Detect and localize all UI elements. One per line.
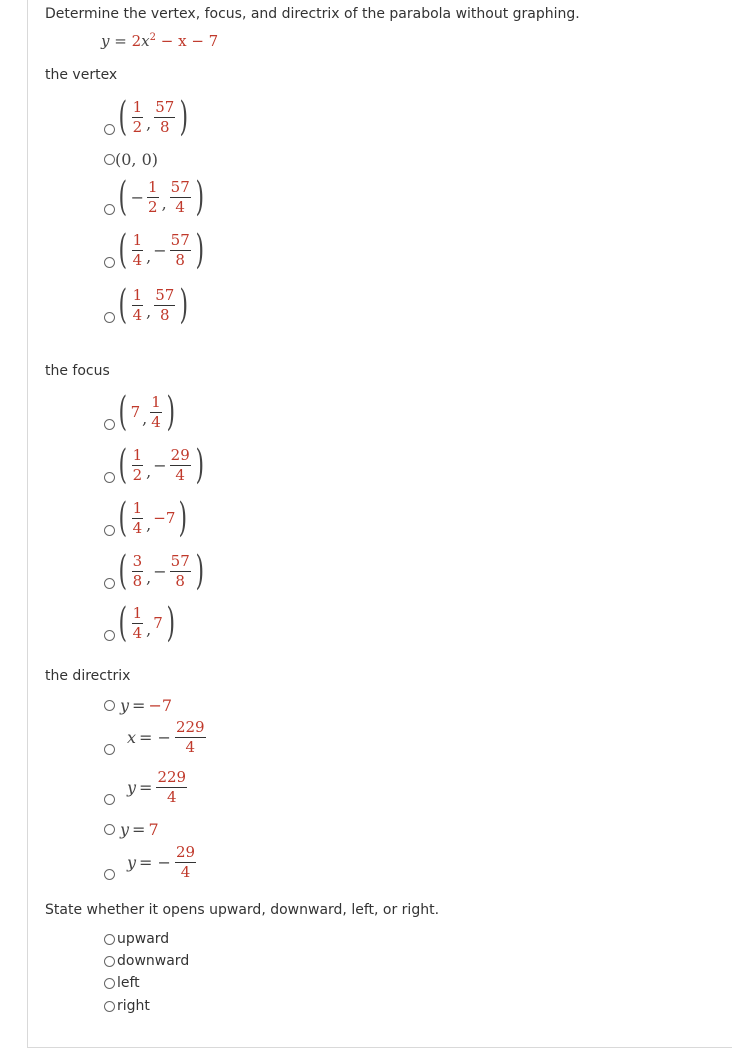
radio-button[interactable] <box>104 794 115 805</box>
comma: , <box>146 620 152 639</box>
fraction-denominator: 8 <box>175 571 185 590</box>
fraction-numerator: 1 <box>132 285 143 304</box>
focus-option[interactable] <box>104 495 191 541</box>
directrix-variable: y <box>120 696 130 715</box>
fraction-numerator: 1 <box>132 230 143 249</box>
comma: , <box>146 568 152 587</box>
minus-sign: − <box>130 187 145 207</box>
right-paren: ) <box>179 282 189 328</box>
radio-button[interactable] <box>104 869 115 880</box>
directrix-variable: y <box>127 853 137 872</box>
directrix-variable: y <box>120 820 130 839</box>
fraction-denominator: 4 <box>175 197 185 216</box>
fraction-denominator: 4 <box>132 305 143 324</box>
fraction-denominator: 4 <box>132 250 143 269</box>
fraction <box>132 285 144 324</box>
left-paren: ( <box>118 495 128 541</box>
equals-sign: = − <box>139 853 171 872</box>
opens-option-label: right <box>117 998 150 1014</box>
fraction <box>132 97 144 136</box>
radio-button[interactable] <box>104 124 115 135</box>
fraction-numerator: 1 <box>132 445 143 464</box>
directrix-label: the directrix <box>45 668 131 684</box>
fraction-numerator: 1 <box>151 392 161 411</box>
comma: , <box>146 462 152 481</box>
vertex-option[interactable] <box>104 174 207 220</box>
equals-sign: = − <box>139 728 171 747</box>
vertex-option[interactable] <box>104 227 207 273</box>
opens-option-right[interactable] <box>104 998 150 1014</box>
fraction-numerator: 3 <box>132 551 143 570</box>
fraction <box>154 285 175 324</box>
directrix-value: −7 <box>148 696 173 715</box>
fraction-numerator: 29 <box>175 843 196 861</box>
right-paren: ) <box>195 442 204 488</box>
minus-sign: − <box>153 455 167 475</box>
minus-sign: − <box>153 240 167 260</box>
fraction-denominator: 4 <box>175 465 185 484</box>
vertex-option[interactable] <box>104 150 158 169</box>
directrix-variable: y <box>127 778 137 797</box>
opens-prompt: State whether it opens upward, downward, left, or right. <box>45 902 440 918</box>
fraction-numerator: 229 <box>157 768 187 786</box>
radio-button[interactable] <box>104 472 115 483</box>
fraction-numerator: 57 <box>170 177 190 196</box>
minus-sign: − <box>153 561 167 581</box>
focus-option[interactable] <box>104 548 207 594</box>
fraction-numerator: 229 <box>175 718 205 736</box>
comma: , <box>146 114 152 133</box>
opens-option-label: downward <box>117 953 190 969</box>
fraction <box>175 845 196 880</box>
fraction-denominator: 4 <box>132 518 143 537</box>
fraction <box>170 445 191 484</box>
opens-option-upward[interactable] <box>104 931 169 947</box>
fraction <box>156 770 187 805</box>
focus-option[interactable] <box>104 600 178 646</box>
fraction <box>170 177 191 216</box>
fraction <box>132 603 144 642</box>
fraction <box>132 498 144 537</box>
fraction-numerator: 57 <box>155 97 175 116</box>
radio-button[interactable] <box>104 824 115 835</box>
parabola-equation: $y = 2x^2 - x - 7$ <box>101 32 219 50</box>
left-paren: ( <box>118 227 128 273</box>
fraction <box>147 177 159 216</box>
equals-sign: = <box>139 778 153 797</box>
focus-y-value: −7 <box>153 509 176 527</box>
directrix-option[interactable] <box>104 696 172 715</box>
fraction-denominator: 2 <box>132 117 143 136</box>
left-paren: ( <box>118 389 128 435</box>
fraction <box>170 551 191 590</box>
fraction <box>170 230 191 269</box>
fraction-denominator: 8 <box>175 250 185 269</box>
opens-option-label: left <box>117 975 140 991</box>
vertex-option-text: (0, 0) <box>115 150 159 169</box>
opens-option-downward[interactable] <box>104 953 189 969</box>
comma: , <box>142 409 148 428</box>
fraction-numerator: 57 <box>155 285 175 304</box>
radio-button[interactable] <box>104 578 115 589</box>
radio-button[interactable] <box>104 1001 115 1012</box>
fraction <box>132 445 144 484</box>
radio-button[interactable] <box>104 630 115 641</box>
question-prompt: Determine the vertex, focus, and directrix of the parabola without graphing. <box>45 6 580 22</box>
right-paren: ) <box>178 495 188 541</box>
radio-button[interactable] <box>104 204 115 215</box>
focus-label: the focus <box>45 363 110 379</box>
fraction-denominator: 2 <box>148 197 158 216</box>
fraction-denominator: 4 <box>167 788 177 806</box>
right-paren: ) <box>195 174 204 220</box>
left-paren: ( <box>118 282 128 328</box>
fraction-numerator: 1 <box>132 603 143 622</box>
fraction-numerator: 57 <box>170 551 190 570</box>
left-paren: ( <box>118 174 128 220</box>
focus-x-value: 7 <box>130 403 141 421</box>
fraction-denominator: 2 <box>132 465 143 484</box>
right-paren: ) <box>195 227 204 273</box>
fraction-numerator: 57 <box>170 230 190 249</box>
radio-button[interactable] <box>104 419 115 430</box>
fraction-numerator: 29 <box>170 445 190 464</box>
directrix-variable: x <box>127 728 137 747</box>
radio-button[interactable] <box>104 257 115 268</box>
radio-button[interactable] <box>104 934 115 945</box>
fraction-denominator: 4 <box>151 412 161 431</box>
radio-button[interactable] <box>104 700 115 711</box>
right-paren: ) <box>166 600 175 646</box>
fraction-denominator: 4 <box>180 863 191 881</box>
fraction-denominator: 8 <box>132 571 143 590</box>
radio-button[interactable] <box>104 978 115 989</box>
focus-option[interactable] <box>104 442 207 488</box>
radio-button[interactable] <box>104 154 115 165</box>
radio-button[interactable] <box>104 312 115 323</box>
fraction-denominator: 8 <box>160 117 170 136</box>
equals-sign: = <box>132 696 146 715</box>
focus-y-value: 7 <box>153 614 163 632</box>
right-paren: ) <box>179 94 189 140</box>
comma: , <box>146 302 152 321</box>
vertex-option[interactable] <box>104 94 192 140</box>
fraction-denominator: 4 <box>132 623 143 642</box>
directrix-option[interactable] <box>104 820 159 839</box>
fraction-denominator: 4 <box>185 738 196 756</box>
comma: , <box>146 247 152 266</box>
fraction-numerator: 1 <box>148 177 158 196</box>
fraction-denominator: 8 <box>160 305 170 324</box>
radio-button[interactable] <box>104 956 115 967</box>
vertex-label: the vertex <box>45 67 118 83</box>
fraction-numerator: 1 <box>132 498 143 517</box>
directrix-option[interactable] <box>104 845 197 880</box>
fraction <box>150 392 162 431</box>
left-paren: ( <box>118 94 128 140</box>
comma: , <box>161 194 167 213</box>
opens-option-label: upward <box>117 931 170 947</box>
left-paren: ( <box>118 548 128 594</box>
comma: , <box>146 515 152 534</box>
radio-button[interactable] <box>104 525 115 536</box>
left-paren: ( <box>118 442 128 488</box>
equals-sign: = <box>132 820 146 839</box>
directrix-option[interactable] <box>104 720 207 755</box>
fraction <box>132 551 144 590</box>
vertex-option[interactable] <box>104 282 192 328</box>
right-paren: ) <box>166 389 175 435</box>
focus-option[interactable] <box>104 389 178 435</box>
directrix-option[interactable] <box>104 770 188 805</box>
fraction <box>154 97 175 136</box>
directrix-value: 7 <box>148 820 159 839</box>
radio-button[interactable] <box>104 744 115 755</box>
fraction <box>175 720 206 755</box>
fraction-numerator: 1 <box>132 97 143 116</box>
right-paren: ) <box>195 548 204 594</box>
left-paren: ( <box>118 600 128 646</box>
opens-option-left[interactable] <box>104 975 140 991</box>
fraction <box>132 230 144 269</box>
